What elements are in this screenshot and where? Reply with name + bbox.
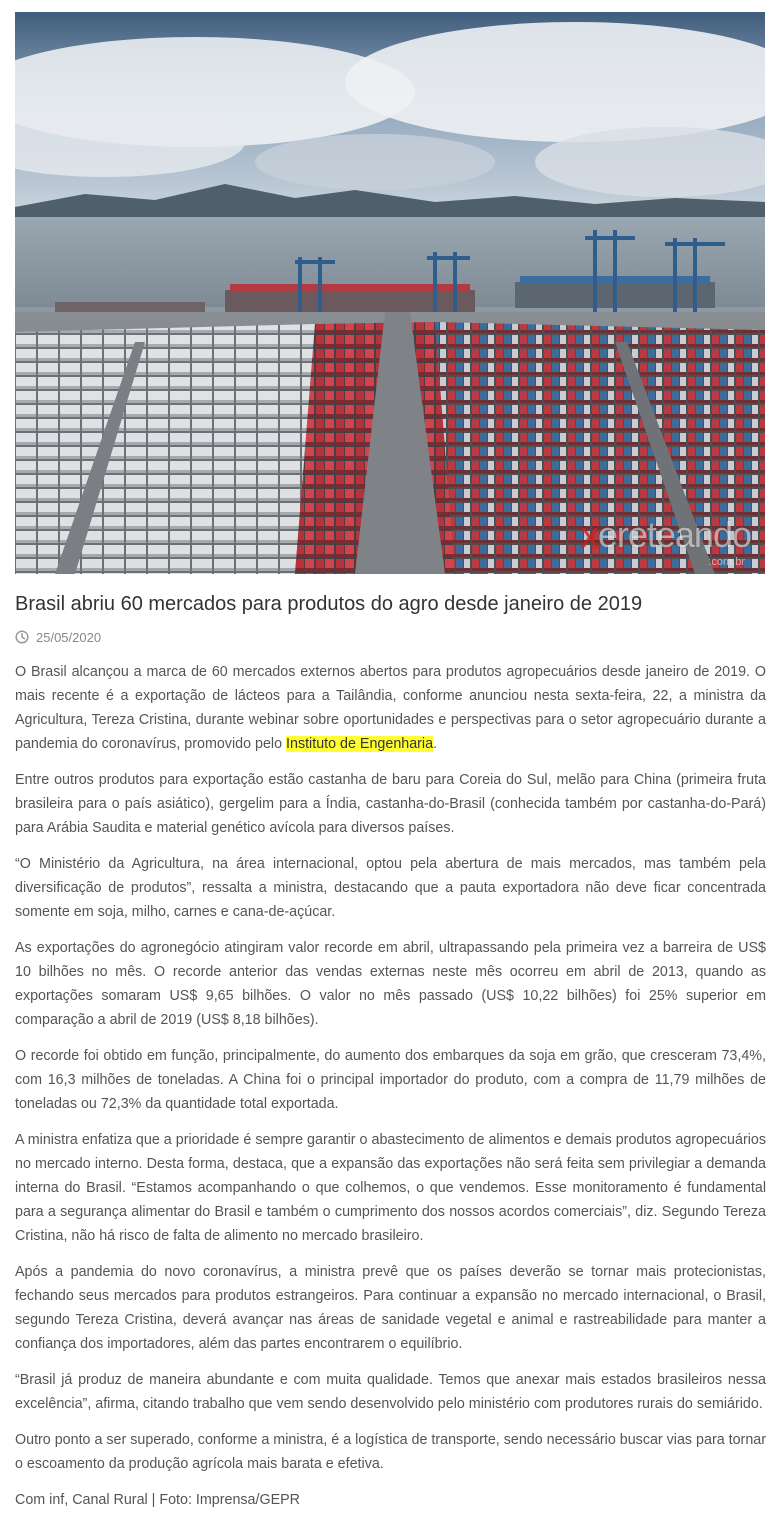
paragraph-1-end: .: [433, 736, 438, 752]
watermark-first-letter: x: [580, 514, 598, 555]
paragraph-4: As exportações do agronegócio atingiram valor recorde em abril, ultrapassando pela primeira vez a barreira de US$ 10 bilhões no mês. O recorde anterior das vendas externas neste mês ocorreu em abril de 2013, quando as exportações somaram US$ 9,65 bilhões. O valor no mês passado (US$ 10,22 bilhões) foi 25% superior em comparação a abril de 2019 (US$ 8,18 bilhões).: [15, 940, 766, 1028]
paragraph-1: [15, 660, 766, 756]
paragraph-9: Outro ponto a ser superado, conforme a ministra, é a logística de transporte, sendo necessário buscar vias para tornar o escoamento da produção agrícola mais barata e efetiva.: [15, 1432, 766, 1472]
article-body: [15, 660, 766, 1512]
watermark-rest: ereteando: [597, 514, 751, 555]
publish-date: 25/05/2020: [36, 629, 102, 645]
article-meta: [15, 628, 766, 646]
instituto-engenharia-link[interactable]: Instituto de Engenharia: [286, 736, 434, 752]
paragraph-5: O recorde foi obtido em função, principalmente, do aumento dos embarques da soja em grão, que cresceram 73,4%, com 16,3 milhões de toneladas. A China foi o principal importador do produto, com a compra de 11,79 milhões de toneladas ou 72,3% da quantidade total exportada.: [15, 1048, 766, 1112]
paragraph-7: Após a pandemia do novo coronavírus, a ministra prevê que os países deverão se tornar mais protecionistas, fechando seus mercados para produtos estrangeiros. Para continuar a expansão no mercado internacional, o Brasil, segundo Tereza Cristina, deverá avançar nas áreas de sanidade vegetal e animal e rastreabilidade para manter a confiança dos importadores, além das partes encontrarem o equilíbrio.: [15, 1264, 766, 1352]
paragraph-6: A ministra enfatiza que a prioridade é sempre garantir o abastecimento de alimentos e demais produtos agropecuários no mercado interno. Desta forma, destaca, que a expansão das exportações não será feita sem privilegiar a demanda interna do Brasil. “Estamos acompanhando o que colhemos, o que vendemos. Esse monitoramento é fundamental para a segurança alimentar do Brasil e também o cumprimento dos nossos acordos comerciais”, diz. Segundo Tereza Cristina, não há risco de falta de alimento no mercado brasileiro.: [15, 1132, 766, 1244]
watermark-logo: [581, 514, 751, 556]
article: [15, 12, 766, 1512]
port-container-terminal-photo: [15, 12, 765, 574]
paragraph-1-text: O Brasil alcançou a marca de 60 mercados externos abertos para produtos agropecuários desde janeiro de 2019. O mais recente é a exportação de lácteos para a Tailândia, conforme anunciou nesta sexta-feira, 22, a ministra da Agricultura, Tereza Cristina, durante webinar sobre oportunidades e perspectivas para o setor agropecuário durante a pandemia do coronavírus, promovido pelo: [15, 664, 766, 752]
paragraph-2: Entre outros produtos para exportação estão castanha de baru para Coreia do Sul, melão para China (primeira fruta brasileira para o país asiático), gergelim para a Índia, castanha-do-Brasil (conhecida também por castanha-do-Pará) para Arábia Saudita e material genético avícola para diversos países.: [15, 772, 766, 836]
paragraph-3: “O Ministério da Agricultura, na área internacional, optou pela abertura de mais mercados, mas também pela diversificação de produtos”, ressalta a ministra, destacando que a pauta exportadora não deve ficar concentrada somente em soja, milho, carnes e cana-de-açúcar.: [15, 856, 766, 920]
article-title: Brasil abriu 60 mercados para produtos do agro desde janeiro de 2019: [15, 593, 643, 615]
photo-credit: Com inf, Canal Rural | Foto: Imprensa/GEPR: [15, 1492, 300, 1508]
watermark-domain: .com.br: [708, 556, 745, 568]
hero-image: [15, 12, 765, 574]
clock-icon: [15, 630, 29, 644]
paragraph-8: “Brasil já produz de maneira abundante e com muita qualidade. Temos que anexar mais estados brasileiros nessa excelência”, afirma, citando trabalho que vem sendo desenvolvido pelo ministério com produtores rurais do semiárido.: [15, 1372, 766, 1412]
